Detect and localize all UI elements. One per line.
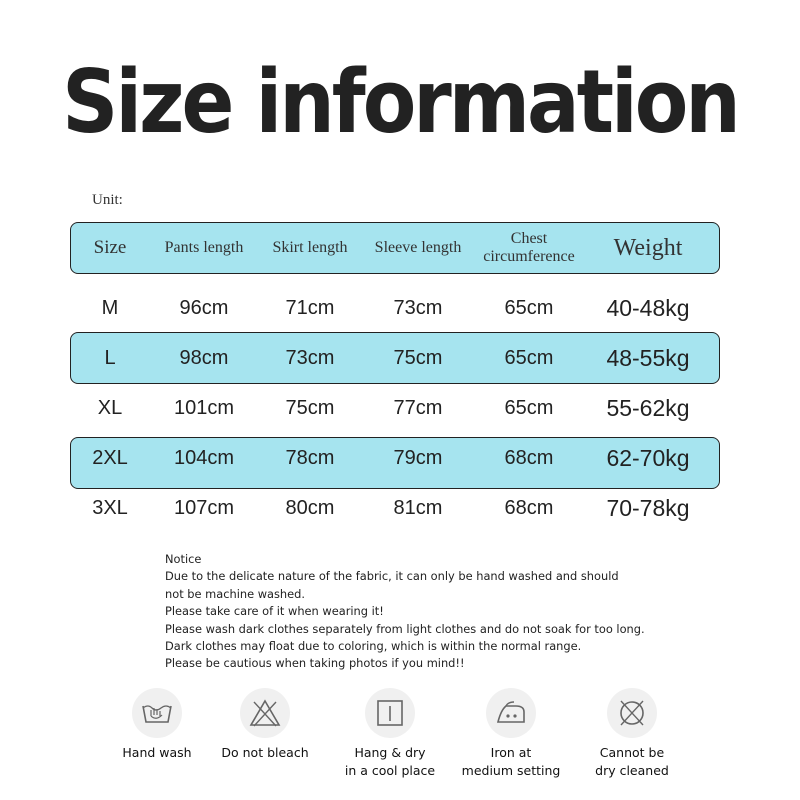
cell-pants-length: 96cm [179,296,229,319]
no-dry-clean-icon [607,688,657,738]
notice-line: Please be cautious when taking photos if you mind!! [165,656,465,671]
cell-sleeve-length: 75cm [393,346,443,369]
table-row [0,333,800,383]
care-do-not-bleach [210,688,320,762]
cell-pants-length: 101cm [173,396,235,419]
care-label-line: medium setting [461,763,561,778]
table-row [0,433,800,483]
table-row [0,383,800,433]
table-row [0,283,800,333]
cell-chest: 68cm [504,496,554,519]
header-weight: Weight [613,235,683,261]
cell-pants-length: 98cm [179,346,229,369]
cell-weight: 48-55kg [606,344,690,371]
cell-sleeve-length: 73cm [393,296,443,319]
care-label: Do not bleach [221,745,309,760]
cell-pants-length: 104cm [173,446,235,469]
care-label-line: Cannot be [599,745,665,760]
cell-chest: 65cm [504,296,554,319]
cell-skirt-length: 75cm [285,396,335,419]
cell-size: M [101,296,119,319]
care-label-line: in a cool place [344,763,436,778]
cell-chest: 68cm [504,446,554,469]
care-label: Hand wash [122,745,192,760]
care-label [335,744,445,780]
header-chest-line2: circumference [483,248,575,265]
cell-skirt-length: 78cm [285,446,335,469]
care-hand-wash [102,688,212,762]
header-skirt-length: Skirt length [272,239,348,256]
care-iron [456,688,566,780]
care-label-line: Hang & dry [354,745,426,760]
care-dry-clean [577,688,687,780]
cell-chest: 65cm [504,396,554,419]
cell-size: 3XL [92,496,128,519]
notice-line: not be machine washed. [165,586,306,601]
page-title: Size information [62,52,738,154]
cell-size: L [104,346,116,369]
hand-wash-icon [132,688,182,738]
cell-skirt-length: 80cm [285,496,335,519]
hang-dry-icon [365,688,415,738]
notice-line: Please wash dark clothes separately from light clothes and do not soak for too long. [165,621,645,636]
care-label-line: Iron at [490,745,532,760]
care-hang-dry [335,688,445,780]
header-sleeve-length: Sleeve length [374,239,462,256]
cell-weight: 62-70kg [606,444,690,471]
cell-sleeve-length: 81cm [393,496,443,519]
care-label [577,744,687,780]
table-row [0,483,800,533]
cell-weight: 70-78kg [606,494,690,521]
cell-chest: 65cm [504,346,554,369]
cell-pants-length: 107cm [173,496,235,519]
notice-text [165,551,645,673]
do-not-bleach-icon [240,688,290,738]
cell-weight: 40-48kg [606,294,690,321]
iron-medium-icon [486,688,536,738]
notice-line: Please take care of it when wearing it! [165,604,384,619]
unit-label: Unit: [92,192,123,208]
header-pants-length: Pants length [164,239,244,256]
cell-sleeve-length: 79cm [393,446,443,469]
care-label [456,744,566,780]
cell-size: 2XL [92,446,128,469]
header-chest-line1: Chest [510,230,548,247]
notice-line: Notice [165,552,202,566]
cell-skirt-length: 71cm [285,296,335,319]
notice-line: Due to the delicate nature of the fabric, it can only be hand washed and should [165,569,619,584]
header-size: Size [93,237,127,258]
care-label-line: dry cleaned [595,763,669,778]
cell-skirt-length: 73cm [285,346,335,369]
cell-weight: 55-62kg [606,394,690,421]
cell-sleeve-length: 77cm [393,396,443,419]
notice-line: Dark clothes may float due to coloring, which is within the normal range. [165,639,582,654]
table-header [0,223,800,273]
cell-size: XL [97,396,123,419]
header-chest [472,223,586,273]
